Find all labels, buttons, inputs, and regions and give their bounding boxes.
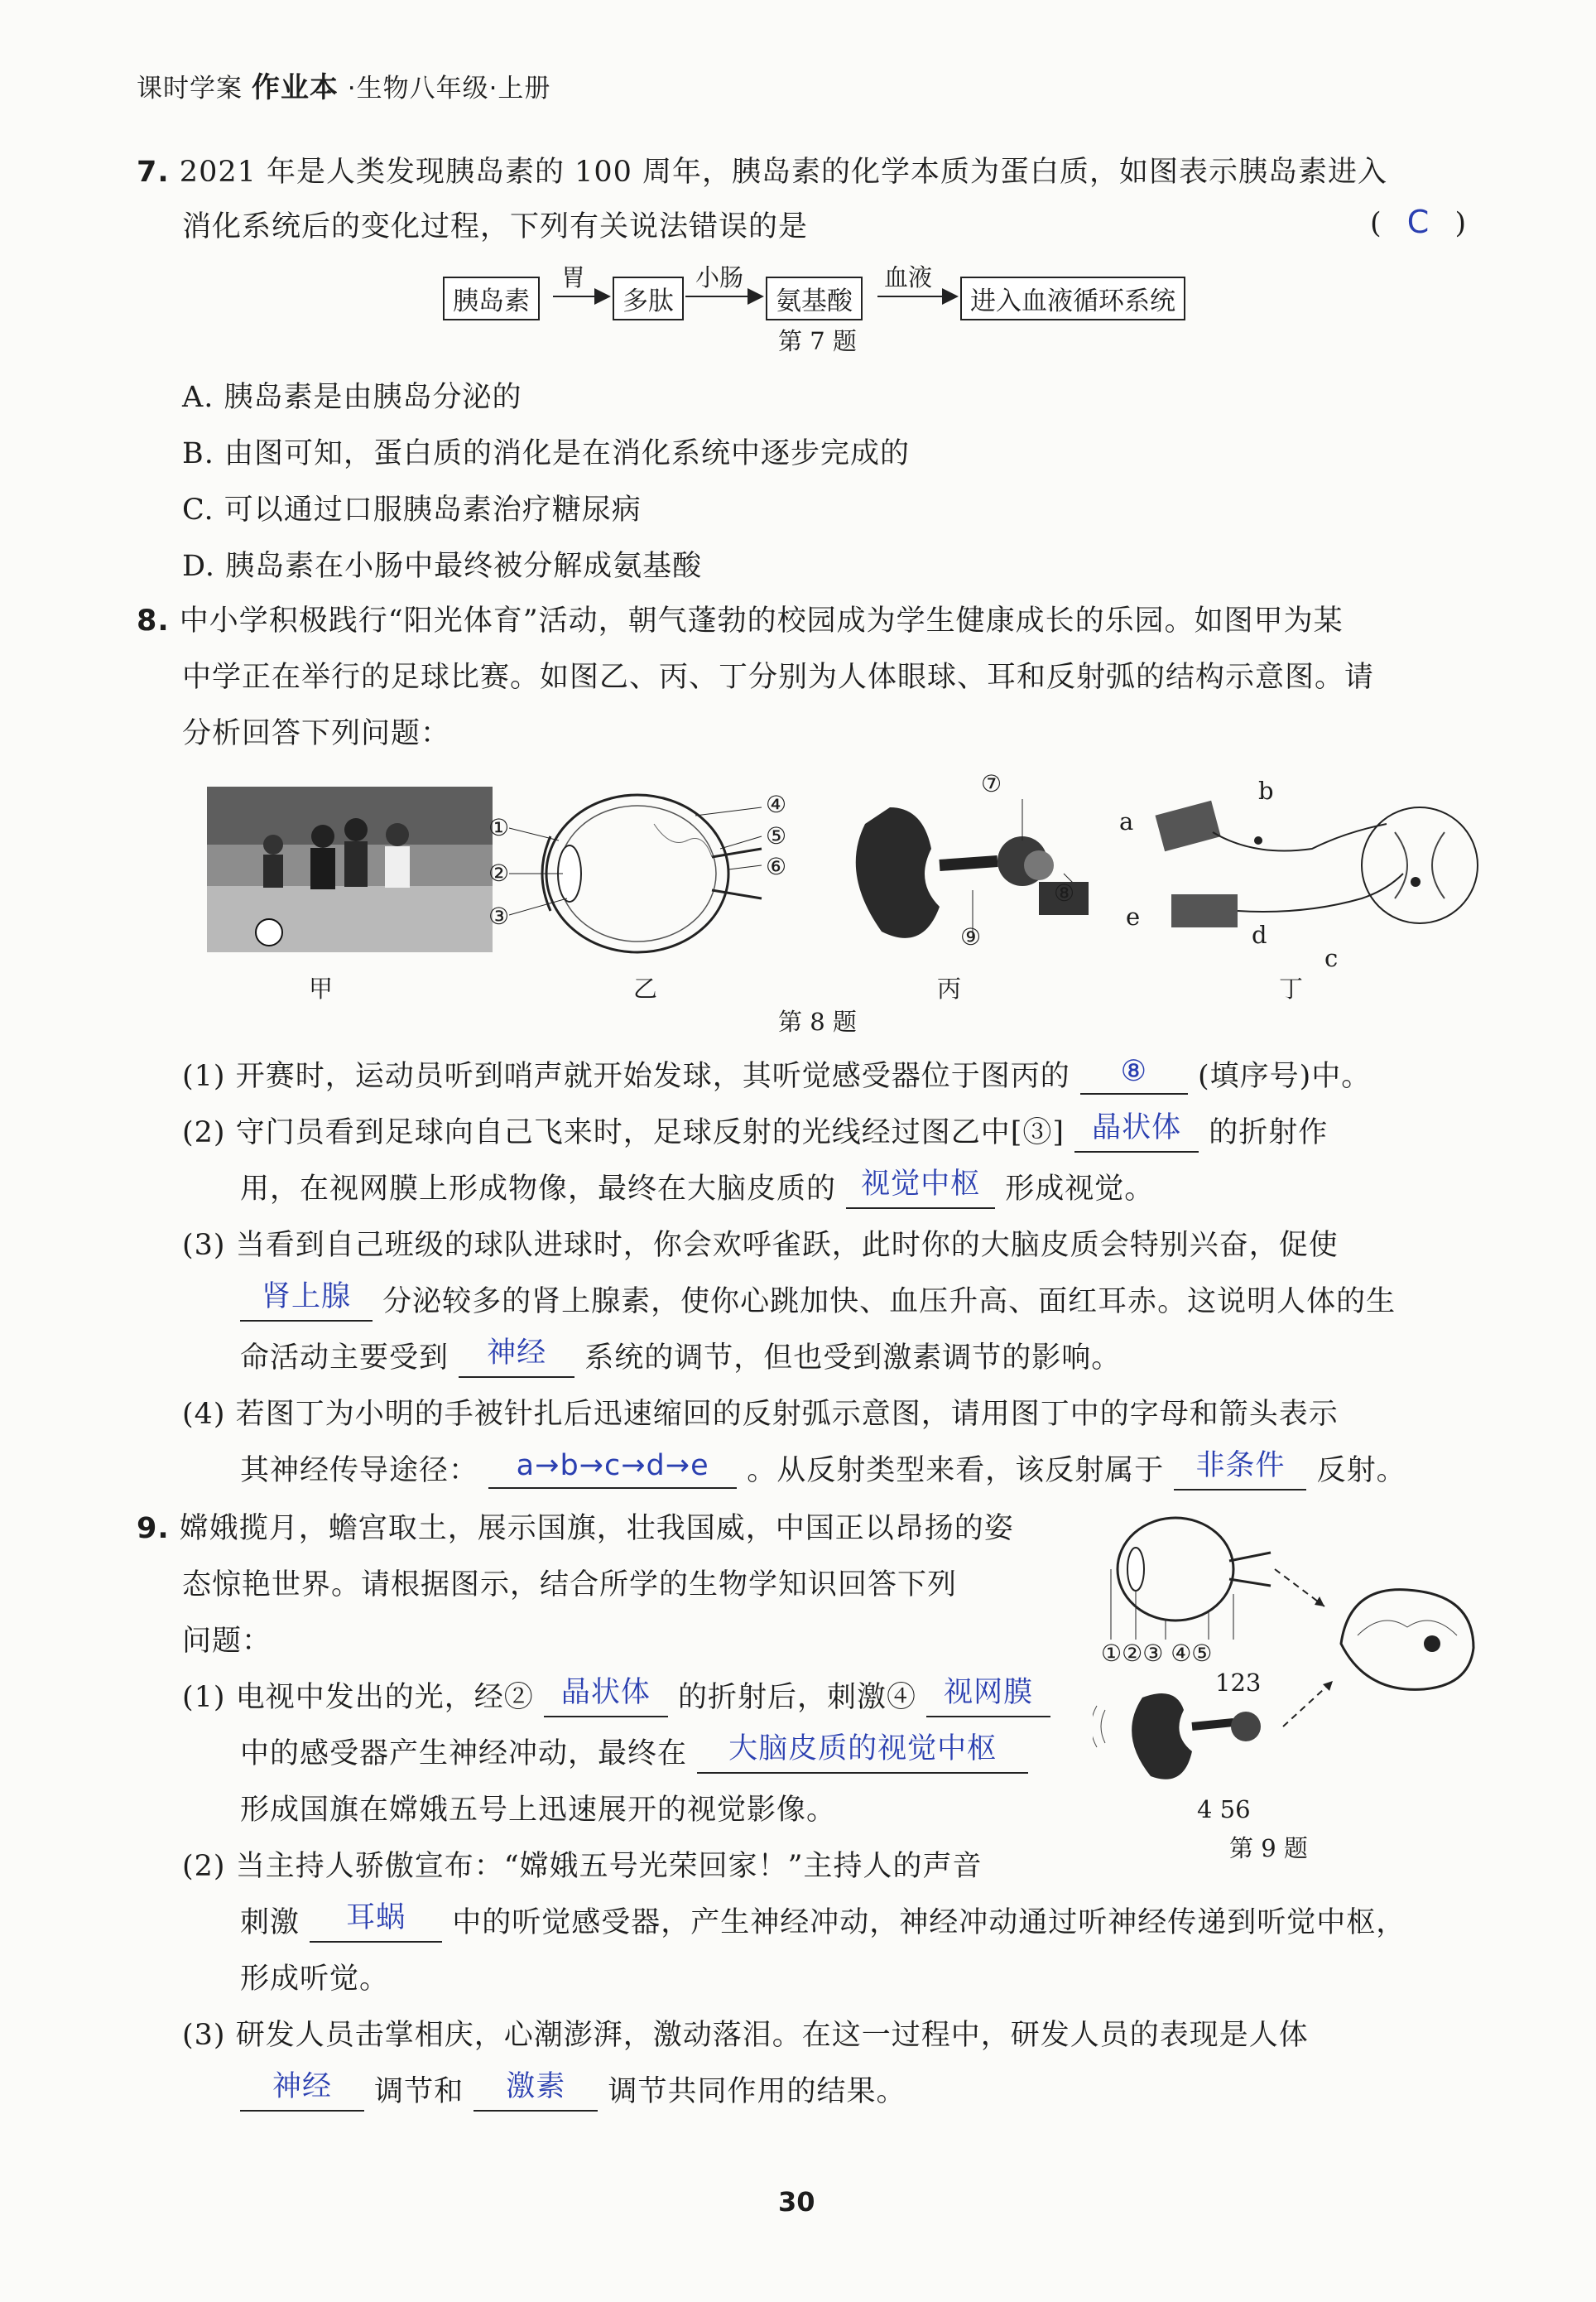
q8-line2: 中学正在举行的足球比赛。如图乙、丙、丁分别为人体眼球、耳和反射弧的结构示意图。请 bbox=[182, 661, 1375, 694]
q7-caption: 第 7 题 bbox=[778, 327, 857, 355]
header-series: 课时学案 bbox=[137, 74, 243, 104]
q8-s4b-blank-path[interactable]: a→b→c→d→e bbox=[488, 1454, 737, 1489]
fig-label-jia: 甲 bbox=[309, 975, 334, 1003]
header-book: 作业本 bbox=[251, 71, 339, 104]
arc-label-c: c bbox=[1324, 944, 1339, 972]
header-rest: ·生物八年级·上册 bbox=[347, 74, 551, 104]
q7-option-c: C. 可以通过口服胰岛素治疗糖尿病 bbox=[182, 494, 642, 527]
flow-label-small-intestine: 小肠 bbox=[695, 263, 744, 291]
ear-label-9: ⑨ bbox=[960, 923, 982, 951]
q7-number: 7. bbox=[137, 156, 170, 189]
q8-s3c-blank[interactable]: 神经 bbox=[459, 1335, 574, 1378]
q8-s3b-blank[interactable]: 肾上腺 bbox=[240, 1279, 373, 1322]
eye-label-6: ⑥ bbox=[766, 853, 787, 880]
q8-s3c: 命活动主要受到 神经 系统的调节，但也受到激素调节的影响。 bbox=[240, 1335, 1121, 1378]
flow-box-amino-acid: 氨基酸 bbox=[766, 277, 863, 320]
page-number: 30 bbox=[778, 2186, 815, 2218]
flow-arrows bbox=[0, 0, 1596, 348]
q9-s2b-blank[interactable]: 耳蜗 bbox=[310, 1900, 442, 1943]
q7-option-b: B. 由图可知，蛋白质的消化是在消化系统中逐步完成的 bbox=[182, 437, 910, 470]
flow-box-blood-circulation: 进入血液循环系统 bbox=[960, 277, 1185, 320]
eye-label-4: ④ bbox=[766, 791, 787, 818]
q9-s1b-blank[interactable]: 大脑皮质的视觉中枢 bbox=[697, 1731, 1028, 1774]
q8-s4: (4) 若图丁为小明的手被针扎后迅速缩回的反射弧示意图，请用图丁中的字母和箭头表示 bbox=[182, 1398, 1339, 1431]
q9-s2: (2) 当主持人骄傲宣布：“嫦娥五号光荣回家！”主持人的声音 bbox=[182, 1850, 983, 1883]
q9-eye-labels: ①②③ ④⑤ bbox=[1101, 1640, 1213, 1667]
q9-ear-bottom-labels: 4 56 bbox=[1197, 1795, 1251, 1823]
q9-ear-top-labels: 123 bbox=[1215, 1669, 1262, 1697]
fig-label-yi: 乙 bbox=[633, 975, 658, 1003]
q7-option-a: A. 胰岛素是由胰岛分泌的 bbox=[182, 381, 522, 414]
q9-s2c: 形成听觉。 bbox=[240, 1962, 390, 1996]
q9-s3b-blank-2[interactable]: 激素 bbox=[474, 2068, 598, 2112]
q9-s2b: 刺激 耳蜗 中的听觉感受器，产生神经冲动，神经冲动通过听神经传递到听觉中枢， bbox=[240, 1900, 1406, 1943]
q8-s1: (1) 开赛时，运动员听到哨声就开始发球，其听觉感受器位于图丙的 ⑧ (填序号)中。 bbox=[182, 1055, 1372, 1093]
q7-option-d: D. 胰岛素在小肠中最终被分解成氨基酸 bbox=[182, 550, 703, 583]
eyeball-diagram bbox=[488, 791, 811, 956]
q8-line3: 分析回答下列问题： bbox=[182, 717, 451, 750]
flow-box-peptide: 多肽 bbox=[613, 277, 684, 320]
fig-label-ding: 丁 bbox=[1279, 975, 1304, 1003]
q9-s1b: 中的感受器产生神经冲动，最终在 大脑皮质的视觉中枢 bbox=[240, 1731, 1028, 1774]
reflex-arc-diagram bbox=[1113, 774, 1486, 973]
fig-label-bing: 丙 bbox=[937, 975, 962, 1003]
ear-label-7: ⑦ bbox=[981, 770, 1002, 797]
eye-label-2: ② bbox=[488, 860, 510, 887]
q9-s1c: 形成国旗在嫦娥五号上迅速展开的视觉影像。 bbox=[240, 1794, 837, 1827]
flow-label-stomach: 胃 bbox=[561, 263, 586, 291]
flow-label-blood: 血液 bbox=[884, 263, 933, 291]
q9-line3: 问题： bbox=[182, 1625, 272, 1658]
q8-caption: 第 8 题 bbox=[778, 1008, 857, 1036]
q9-s1: (1) 电视中发出的光，经② 晶状体 的折射后，刺激④ 视网膜 bbox=[182, 1674, 1050, 1717]
q8-s4b-blank-type[interactable]: 非条件 bbox=[1174, 1447, 1306, 1491]
q7-line2: 消化系统后的变化过程，下列有关说法错误的是 bbox=[182, 210, 809, 243]
q9-s1-blank-2[interactable]: 视网膜 bbox=[926, 1674, 1050, 1717]
eye-label-3: ③ bbox=[488, 903, 510, 930]
arc-label-a: a bbox=[1119, 807, 1134, 836]
q9-line1: 9. 嫦娥揽月，蟾宫取土，展示国旗，壮我国威，中国正以昂扬的姿 bbox=[137, 1512, 1014, 1545]
q8-s4b: 其神经传导途径： a→b→c→d→e 。从反射类型来看，该反射属于 非条件 反射。 bbox=[240, 1447, 1406, 1491]
eye-label-1: ① bbox=[488, 814, 510, 841]
q9-caption: 第 9 题 bbox=[1229, 1834, 1308, 1862]
flow-box-insulin: 胰岛素 bbox=[443, 277, 540, 320]
ear-label-8: ⑧ bbox=[1054, 879, 1075, 907]
q7-text1: 2021 年是人类发现胰岛素的 100 周年，胰岛素的化学本质为蛋白质，如图表示胰岛素进入 bbox=[179, 156, 1388, 189]
eye-label-5: ⑤ bbox=[766, 822, 787, 850]
q8-s2: (2) 守门员看到足球向自己飞来时，足球反射的光线经过图乙中[③] 晶状体 的折射作 bbox=[182, 1110, 1328, 1153]
q9-line2: 态惊艳世界。请根据图示，结合所学的生物学知识回答下列 bbox=[182, 1568, 958, 1601]
q9-s3b: 神经 调节和 激素 调节共同作用的结果。 bbox=[240, 2068, 906, 2112]
q7-answer-slot: ( C ) bbox=[1370, 204, 1468, 240]
q8-line1: 8. 中小学积极践行“阳光体育”活动，朝气蓬勃的校园成为学生健康成长的乐园。如图甲为某 bbox=[137, 604, 1344, 638]
q8-s2b-blank[interactable]: 视觉中枢 bbox=[846, 1166, 995, 1209]
q8-s3: (3) 当看到自己班级的球队进球时，你会欢呼雀跃，此时你的大脑皮质会特别兴奋，促使 bbox=[182, 1229, 1339, 1262]
q9-s1-blank-1[interactable]: 晶状体 bbox=[544, 1674, 668, 1717]
q9-s3: (3) 研发人员击掌相庆，心潮澎湃，激动落泪。在这一过程中，研发人员的表现是人体 bbox=[182, 2019, 1309, 2052]
arc-label-b: b bbox=[1258, 777, 1274, 805]
q8-s1-blank[interactable]: ⑧ bbox=[1080, 1060, 1188, 1095]
q8-s3b: 肾上腺 分泌较多的肾上腺素，使你心跳加快、血压升高、面红耳赤。这说明人体的生 bbox=[240, 1279, 1396, 1322]
q8-s2-blank[interactable]: 晶状体 bbox=[1074, 1110, 1199, 1153]
q8-number: 8. bbox=[137, 604, 170, 638]
q7-answer: C bbox=[1406, 204, 1430, 240]
q8-s2b: 用，在视网膜上形成物像，最终在大脑皮质的 视觉中枢 形成视觉。 bbox=[240, 1166, 1154, 1209]
q9-number: 9. bbox=[137, 1512, 170, 1545]
photo-football-match bbox=[207, 787, 493, 952]
arc-label-e: e bbox=[1126, 903, 1141, 931]
q9-s3b-blank-1[interactable]: 神经 bbox=[240, 2068, 364, 2112]
arc-label-d: d bbox=[1252, 921, 1267, 949]
